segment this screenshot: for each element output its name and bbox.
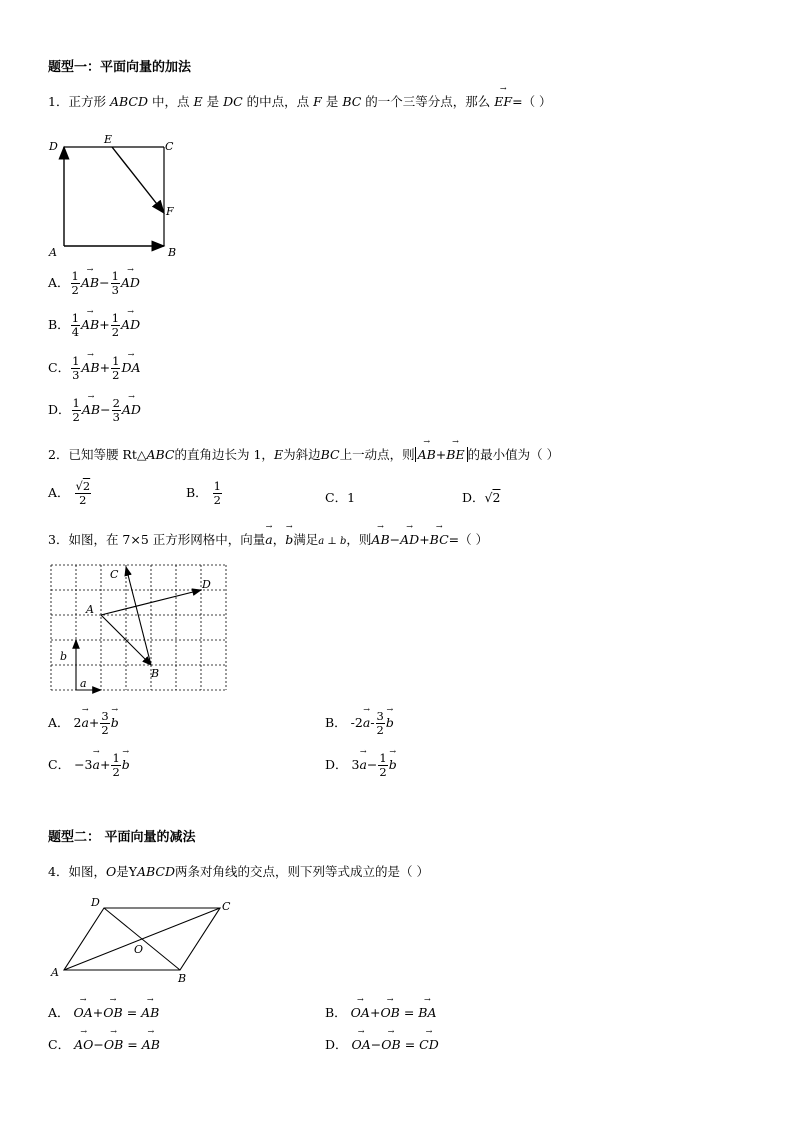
section-heading-addition: 题型一：平面向量的加法 [48,60,192,75]
point-label-e: E [104,133,113,146]
point-label-c: C [222,900,231,913]
square-figure [44,132,194,262]
q2-option-a[interactable]: A． $\frac{√2}{2}$ [48,479,91,507]
question-1-stem: 1．正方形 ABCD 中，点 E 是 DC 的中点，点 F 是 BC 的一个三等分点，那么 → EF=（ ） [48,84,552,109]
question-4-stem: 4．如图，O是YABCD两条对角线的交点，则下列等式成立的是（ ） [48,864,429,879]
q1-option-a[interactable]: A． $\frac{1}{2}$ → AB− $\frac{1}{3}$ → AD [48,265,140,297]
q1-option-d[interactable]: D． $\frac{1}{2}$ → AB− $\frac{2}{3}$ → AD [48,392,141,424]
point-label-a: A [51,966,59,979]
point-label-b: B [151,667,160,680]
vector-bc-arrow [126,567,151,665]
magnitude-bars: → AB+ → BE [415,447,468,462]
q2-option-b[interactable]: B． $\frac{1}{2}$ [186,479,221,507]
vector-ef: → EF [494,84,513,109]
question-2-stem: 2．已知等腰 Rt△ABC的直角边长为 1，E为斜边BC上一动点，则 → AB+ → BE 的最小值为（ ） [48,437,560,462]
point-label-c: C [110,568,119,581]
point-label-b: B [168,246,177,259]
grid-figure [46,560,231,695]
point-label-o: O [134,943,144,956]
parallelogram-figure [44,892,244,987]
vector-ef-arrow [112,147,164,213]
section-heading-subtraction: 题型二： 平面向量的减法 [48,830,196,845]
point-label-d: D [49,140,58,153]
point-label-b: B [178,972,187,985]
point-label-c: C [165,140,174,153]
q1-option-c[interactable]: C． $\frac{1}{3}$ → AB+ $\frac{1}{2}$ → DA [48,350,141,382]
point-label-a: A [86,603,94,616]
q3-option-d[interactable]: D． 3 → a− $\frac{1}{2}$ → b [325,747,397,779]
point-label-f: F [166,205,174,218]
q1-option-b[interactable]: B． $\frac{1}{4}$ → AB+ $\frac{1}{2}$ → AD [48,307,141,339]
q3-option-c[interactable]: C． −3 → a+ $\frac{1}{2}$ → b [48,747,130,779]
question-3-stem: 3．如图，在 7×5 正方形网格中，向量 → a， → b满足a ⊥ b，则 → AB− → AD+ → BC=（ ） [48,522,489,547]
q4-option-c[interactable]: C． → AO− → OB = → AB [48,1027,160,1052]
vector-label-b: b [60,650,68,663]
point-label-a: A [49,246,57,259]
q4-option-a[interactable]: A． → OA+ → OB = → AB [48,995,160,1020]
vector-label-a: a [80,677,87,690]
q2-option-d[interactable]: D．√2 [462,490,501,505]
q2-option-c[interactable]: C．1 [325,490,356,505]
q3-option-b[interactable]: B． -2 → a- $\frac{3}{2}$ → b [325,705,394,737]
q4-option-d[interactable]: D． → OA− → OB = → CD [325,1027,439,1052]
point-label-d: D [202,578,211,591]
q4-option-b[interactable]: B． → OA+ → OB = → BA [325,995,437,1020]
point-label-d: D [91,896,100,909]
q3-option-a[interactable]: A． 2 → a+ $\frac{3}{2}$ → b [48,705,119,737]
